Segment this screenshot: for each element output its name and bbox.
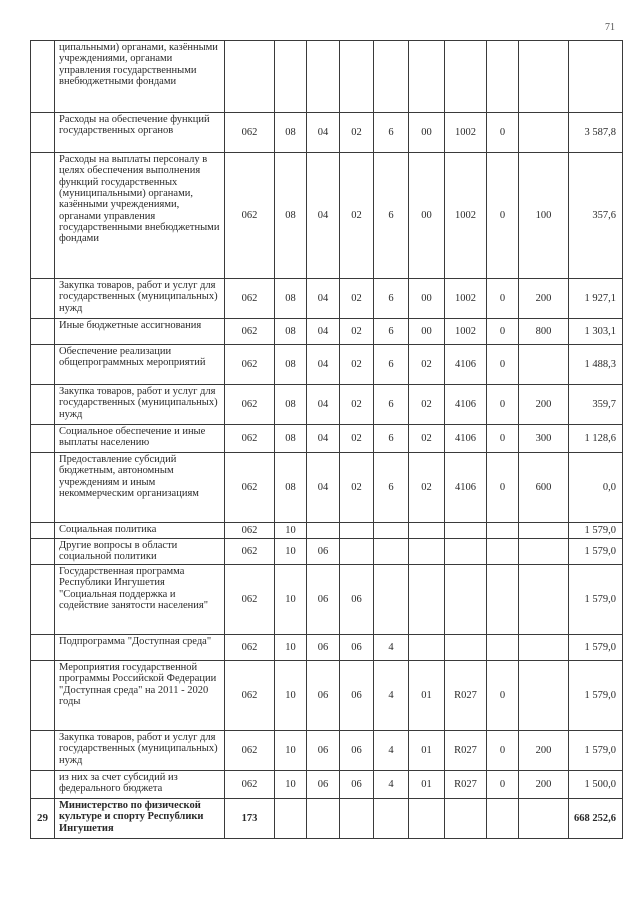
section-code-cell: 10 bbox=[275, 731, 307, 771]
measure-code-cell: 01 bbox=[409, 771, 445, 799]
row-number-cell bbox=[31, 539, 55, 565]
page-number: 71 bbox=[605, 22, 615, 33]
ministry-code-cell: 173 bbox=[225, 799, 275, 839]
row-number-cell bbox=[31, 453, 55, 523]
row-number-cell bbox=[31, 635, 55, 661]
amount-cell: 3 587,8 bbox=[569, 113, 623, 153]
direction-code-cell bbox=[445, 565, 487, 635]
item-name-cell: Закупка товаров, работ и услуг для государственных (муниципальных) нужд bbox=[55, 385, 225, 425]
section-code-cell: 08 bbox=[275, 153, 307, 279]
item-name-cell: Иные бюджетные ассигнования bbox=[55, 319, 225, 345]
table-row bbox=[31, 345, 623, 385]
subprogram-code-cell: 6 bbox=[374, 279, 409, 319]
program-code-cell bbox=[340, 799, 374, 839]
ministry-code-cell: 062 bbox=[225, 385, 275, 425]
direction-code-cell: 4106 bbox=[445, 425, 487, 453]
extra-code-cell bbox=[487, 539, 519, 565]
measure-code-cell bbox=[409, 565, 445, 635]
measure-code-cell: 01 bbox=[409, 731, 445, 771]
direction-code-cell: 1002 bbox=[445, 319, 487, 345]
subsection-code-cell: 04 bbox=[307, 453, 340, 523]
table-row bbox=[31, 523, 623, 539]
row-number-cell bbox=[31, 113, 55, 153]
ministry-code-cell: 062 bbox=[225, 453, 275, 523]
table-row bbox=[31, 731, 623, 771]
item-name-cell: Подпрограмма "Доступная среда" bbox=[55, 635, 225, 661]
subsection-code-cell: 06 bbox=[307, 635, 340, 661]
section-code-cell: 08 bbox=[275, 113, 307, 153]
ministry-code-cell: 062 bbox=[225, 279, 275, 319]
direction-code-cell bbox=[445, 799, 487, 839]
subsection-code-cell: 04 bbox=[307, 153, 340, 279]
section-code-cell: 10 bbox=[275, 661, 307, 731]
section-code-cell: 08 bbox=[275, 279, 307, 319]
item-name-cell: Обеспечение реализации общепрограммных мероприятий bbox=[55, 345, 225, 385]
subprogram-code-cell bbox=[374, 523, 409, 539]
row-number-cell bbox=[31, 279, 55, 319]
program-code-cell bbox=[340, 539, 374, 565]
table-row bbox=[31, 661, 623, 731]
expense-type-code-cell bbox=[519, 113, 569, 153]
section-code-cell: 08 bbox=[275, 425, 307, 453]
measure-code-cell: 00 bbox=[409, 319, 445, 345]
extra-code-cell: 0 bbox=[487, 319, 519, 345]
extra-code-cell: 0 bbox=[487, 771, 519, 799]
ministry-code-cell: 062 bbox=[225, 113, 275, 153]
ministry-code-cell: 062 bbox=[225, 523, 275, 539]
table-row bbox=[31, 453, 623, 523]
subprogram-code-cell: 4 bbox=[374, 731, 409, 771]
amount-cell: 1 500,0 bbox=[569, 771, 623, 799]
amount-cell: 1 303,1 bbox=[569, 319, 623, 345]
measure-code-cell bbox=[409, 799, 445, 839]
row-number-cell bbox=[31, 41, 55, 113]
ministry-code-cell: 062 bbox=[225, 771, 275, 799]
amount-cell: 1 488,3 bbox=[569, 345, 623, 385]
table-row bbox=[31, 425, 623, 453]
row-number-cell bbox=[31, 425, 55, 453]
section-code-cell: 10 bbox=[275, 539, 307, 565]
direction-code-cell: 1002 bbox=[445, 279, 487, 319]
amount-cell: 0,0 bbox=[569, 453, 623, 523]
table-row bbox=[31, 565, 623, 635]
direction-code-cell: 4106 bbox=[445, 385, 487, 425]
subsection-code-cell bbox=[307, 523, 340, 539]
program-code-cell: 06 bbox=[340, 731, 374, 771]
expense-type-code-cell bbox=[519, 799, 569, 839]
amount-cell: 1 579,0 bbox=[569, 635, 623, 661]
direction-code-cell bbox=[445, 635, 487, 661]
expense-type-code-cell: 200 bbox=[519, 771, 569, 799]
ministry-code-cell: 062 bbox=[225, 661, 275, 731]
row-number-cell bbox=[31, 771, 55, 799]
measure-code-cell bbox=[409, 523, 445, 539]
extra-code-cell bbox=[487, 41, 519, 113]
amount-cell: 1 579,0 bbox=[569, 523, 623, 539]
item-name-cell: Закупка товаров, работ и услуг для государственных (муниципальных) нужд bbox=[55, 279, 225, 319]
subsection-code-cell: 06 bbox=[307, 731, 340, 771]
section-code-cell: 08 bbox=[275, 345, 307, 385]
program-code-cell: 02 bbox=[340, 453, 374, 523]
extra-code-cell: 0 bbox=[487, 425, 519, 453]
ministry-code-cell: 062 bbox=[225, 565, 275, 635]
subprogram-code-cell: 6 bbox=[374, 319, 409, 345]
table-row bbox=[31, 153, 623, 279]
amount-cell bbox=[569, 41, 623, 113]
amount-cell: 1 579,0 bbox=[569, 565, 623, 635]
subprogram-code-cell: 4 bbox=[374, 635, 409, 661]
item-name-cell: Мероприятия государственной программы Российской Федерации "Доступная среда" на 2011 - 2020 годы bbox=[55, 661, 225, 731]
table-row bbox=[31, 635, 623, 661]
item-name-cell: Предоставление субсидий бюджетным, автономным учреждениям и иным некоммерческим организациям bbox=[55, 453, 225, 523]
table-row bbox=[31, 799, 623, 839]
program-code-cell: 02 bbox=[340, 385, 374, 425]
subprogram-code-cell bbox=[374, 539, 409, 565]
ministry-code-cell: 062 bbox=[225, 731, 275, 771]
section-code-cell bbox=[275, 799, 307, 839]
subprogram-code-cell: 4 bbox=[374, 661, 409, 731]
item-name-cell: Государственная программа Республики Ингушетия "Социальная поддержка и содействие занятости населения" bbox=[55, 565, 225, 635]
expense-type-code-cell bbox=[519, 565, 569, 635]
table-row bbox=[31, 771, 623, 799]
subprogram-code-cell: 6 bbox=[374, 153, 409, 279]
section-code-cell: 10 bbox=[275, 771, 307, 799]
measure-code-cell: 02 bbox=[409, 453, 445, 523]
expense-type-code-cell: 300 bbox=[519, 425, 569, 453]
section-code-cell: 08 bbox=[275, 385, 307, 425]
program-code-cell bbox=[340, 523, 374, 539]
amount-cell: 668 252,6 bbox=[569, 799, 623, 839]
amount-cell: 359,7 bbox=[569, 385, 623, 425]
subsection-code-cell: 06 bbox=[307, 539, 340, 565]
direction-code-cell: 1002 bbox=[445, 153, 487, 279]
amount-cell: 1 128,6 bbox=[569, 425, 623, 453]
program-code-cell bbox=[340, 41, 374, 113]
subsection-code-cell: 04 bbox=[307, 279, 340, 319]
extra-code-cell bbox=[487, 565, 519, 635]
expense-type-code-cell: 600 bbox=[519, 453, 569, 523]
amount-cell: 1 579,0 bbox=[569, 539, 623, 565]
expense-type-code-cell bbox=[519, 661, 569, 731]
amount-cell: 1 927,1 bbox=[569, 279, 623, 319]
program-code-cell: 02 bbox=[340, 153, 374, 279]
extra-code-cell: 0 bbox=[487, 279, 519, 319]
subsection-code-cell bbox=[307, 41, 340, 113]
program-code-cell: 02 bbox=[340, 279, 374, 319]
row-number-cell bbox=[31, 523, 55, 539]
row-number-cell bbox=[31, 153, 55, 279]
subprogram-code-cell: 4 bbox=[374, 771, 409, 799]
subsection-code-cell: 06 bbox=[307, 771, 340, 799]
direction-code-cell: 4106 bbox=[445, 345, 487, 385]
expense-type-code-cell: 800 bbox=[519, 319, 569, 345]
section-code-cell bbox=[275, 41, 307, 113]
direction-code-cell bbox=[445, 523, 487, 539]
table-row bbox=[31, 319, 623, 345]
expense-type-code-cell bbox=[519, 635, 569, 661]
program-code-cell: 06 bbox=[340, 661, 374, 731]
direction-code-cell: R027 bbox=[445, 771, 487, 799]
row-number-cell bbox=[31, 319, 55, 345]
measure-code-cell: 02 bbox=[409, 385, 445, 425]
row-number-cell: 29 bbox=[31, 799, 55, 839]
program-code-cell: 06 bbox=[340, 635, 374, 661]
item-name-cell: ципальными) органами, казёнными учреждениями, органами управления государственными внебюджетными фондами bbox=[55, 41, 225, 113]
program-code-cell: 06 bbox=[340, 565, 374, 635]
subsection-code-cell: 04 bbox=[307, 113, 340, 153]
item-name-cell: Социальное обеспечение и иные выплаты населению bbox=[55, 425, 225, 453]
subprogram-code-cell bbox=[374, 565, 409, 635]
extra-code-cell: 0 bbox=[487, 113, 519, 153]
subprogram-code-cell: 6 bbox=[374, 425, 409, 453]
item-name-cell: из них за счет субсидий из федерального бюджета bbox=[55, 771, 225, 799]
expense-type-code-cell bbox=[519, 523, 569, 539]
measure-code-cell: 00 bbox=[409, 279, 445, 319]
ministry-code-cell: 062 bbox=[225, 539, 275, 565]
table-row bbox=[31, 113, 623, 153]
expense-type-code-cell bbox=[519, 345, 569, 385]
section-code-cell: 08 bbox=[275, 319, 307, 345]
row-number-cell bbox=[31, 731, 55, 771]
item-name-cell: Расходы на выплаты персоналу в целях обеспечения выполнения функций государственных (муниципальными) органами, казёнными учреждениями, органами управления государственными внебюджетными фондами bbox=[55, 153, 225, 279]
subsection-code-cell: 04 bbox=[307, 425, 340, 453]
direction-code-cell: R027 bbox=[445, 731, 487, 771]
section-code-cell: 10 bbox=[275, 635, 307, 661]
extra-code-cell bbox=[487, 635, 519, 661]
program-code-cell: 02 bbox=[340, 319, 374, 345]
row-number-cell bbox=[31, 565, 55, 635]
direction-code-cell bbox=[445, 539, 487, 565]
ministry-code-cell: 062 bbox=[225, 153, 275, 279]
direction-code-cell: 4106 bbox=[445, 453, 487, 523]
subprogram-code-cell bbox=[374, 41, 409, 113]
extra-code-cell bbox=[487, 799, 519, 839]
subsection-code-cell: 06 bbox=[307, 661, 340, 731]
extra-code-cell: 0 bbox=[487, 731, 519, 771]
expense-type-code-cell: 200 bbox=[519, 279, 569, 319]
measure-code-cell: 00 bbox=[409, 113, 445, 153]
program-code-cell: 02 bbox=[340, 113, 374, 153]
subsection-code-cell: 06 bbox=[307, 565, 340, 635]
item-name-cell: Министерство по физической культуре и спорту Республики Ингушетия bbox=[55, 799, 225, 839]
direction-code-cell: R027 bbox=[445, 661, 487, 731]
measure-code-cell: 02 bbox=[409, 345, 445, 385]
ministry-code-cell: 062 bbox=[225, 425, 275, 453]
program-code-cell: 02 bbox=[340, 425, 374, 453]
ministry-code-cell: 062 bbox=[225, 345, 275, 385]
subsection-code-cell: 04 bbox=[307, 385, 340, 425]
subprogram-code-cell: 6 bbox=[374, 345, 409, 385]
section-code-cell: 10 bbox=[275, 565, 307, 635]
extra-code-cell: 0 bbox=[487, 153, 519, 279]
measure-code-cell bbox=[409, 539, 445, 565]
table-row bbox=[31, 385, 623, 425]
program-code-cell: 02 bbox=[340, 345, 374, 385]
subprogram-code-cell bbox=[374, 799, 409, 839]
expense-type-code-cell bbox=[519, 41, 569, 113]
budget-table bbox=[30, 40, 623, 839]
table-row bbox=[31, 41, 623, 113]
amount-cell: 357,6 bbox=[569, 153, 623, 279]
row-number-cell bbox=[31, 661, 55, 731]
item-name-cell: Закупка товаров, работ и услуг для государственных (муниципальных) нужд bbox=[55, 731, 225, 771]
subsection-code-cell bbox=[307, 799, 340, 839]
measure-code-cell bbox=[409, 41, 445, 113]
program-code-cell: 06 bbox=[340, 771, 374, 799]
extra-code-cell bbox=[487, 523, 519, 539]
ministry-code-cell: 062 bbox=[225, 319, 275, 345]
item-name-cell: Социальная политика bbox=[55, 523, 225, 539]
measure-code-cell: 01 bbox=[409, 661, 445, 731]
ministry-code-cell: 062 bbox=[225, 635, 275, 661]
table-row bbox=[31, 279, 623, 319]
subsection-code-cell: 04 bbox=[307, 345, 340, 385]
row-number-cell bbox=[31, 345, 55, 385]
expense-type-code-cell bbox=[519, 539, 569, 565]
extra-code-cell: 0 bbox=[487, 385, 519, 425]
item-name-cell: Расходы на обеспечение функций государственных органов bbox=[55, 113, 225, 153]
row-number-cell bbox=[31, 385, 55, 425]
expense-type-code-cell: 200 bbox=[519, 731, 569, 771]
extra-code-cell: 0 bbox=[487, 345, 519, 385]
ministry-code-cell bbox=[225, 41, 275, 113]
measure-code-cell bbox=[409, 635, 445, 661]
measure-code-cell: 00 bbox=[409, 153, 445, 279]
measure-code-cell: 02 bbox=[409, 425, 445, 453]
section-code-cell: 10 bbox=[275, 523, 307, 539]
subprogram-code-cell: 6 bbox=[374, 385, 409, 425]
subsection-code-cell: 04 bbox=[307, 319, 340, 345]
extra-code-cell: 0 bbox=[487, 453, 519, 523]
table-row bbox=[31, 539, 623, 565]
expense-type-code-cell: 200 bbox=[519, 385, 569, 425]
expense-type-code-cell: 100 bbox=[519, 153, 569, 279]
amount-cell: 1 579,0 bbox=[569, 731, 623, 771]
section-code-cell: 08 bbox=[275, 453, 307, 523]
item-name-cell: Другие вопросы в области социальной политики bbox=[55, 539, 225, 565]
amount-cell: 1 579,0 bbox=[569, 661, 623, 731]
subprogram-code-cell: 6 bbox=[374, 453, 409, 523]
direction-code-cell: 1002 bbox=[445, 113, 487, 153]
subprogram-code-cell: 6 bbox=[374, 113, 409, 153]
extra-code-cell: 0 bbox=[487, 661, 519, 731]
direction-code-cell bbox=[445, 41, 487, 113]
